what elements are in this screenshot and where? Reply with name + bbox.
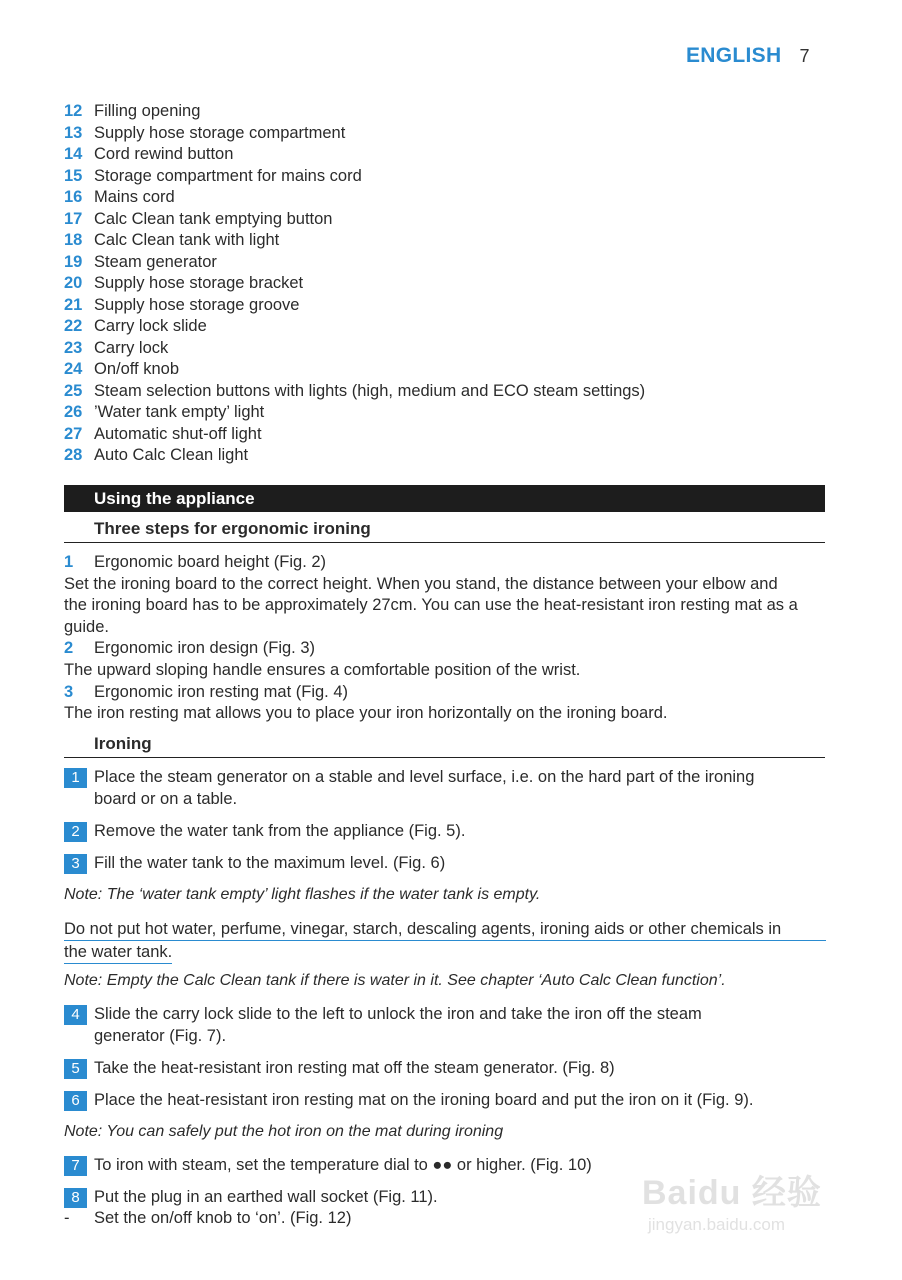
ironing-step xyxy=(64,1004,829,1047)
step-number-box: 4 xyxy=(64,1005,87,1025)
ergo-body-line: Set the ironing board to the correct height. When you stand, the distance between your elbow and xyxy=(64,574,778,593)
ergo-body-line: the ironing board has to be approximately 27cm. You can use the heat-resistant iron resting mat as a xyxy=(64,596,798,615)
ironing-step xyxy=(64,821,829,843)
part-item xyxy=(64,273,645,295)
part-label: Calc Clean tank with light xyxy=(94,231,280,249)
part-item xyxy=(64,316,645,338)
dash-bullet: - xyxy=(64,1209,70,1227)
part-item xyxy=(64,101,645,123)
part-item xyxy=(64,187,645,209)
part-item xyxy=(64,381,645,403)
part-item xyxy=(64,295,645,317)
note: Note: Empty the Calc Clean tank if there is water in it. See chapter ‘Auto Calc Clean function’. xyxy=(64,972,726,989)
part-number: 26 xyxy=(64,403,83,421)
part-item xyxy=(64,144,645,166)
note: Note: You can safely put the hot iron on the mat during ironing xyxy=(64,1123,504,1140)
part-number: 20 xyxy=(64,274,83,292)
part-label: Filling opening xyxy=(94,102,201,120)
watermark-url: jingyan.baidu.com xyxy=(648,1215,786,1234)
part-label: Carry lock xyxy=(94,338,169,357)
ergonomic-steps xyxy=(64,552,829,725)
part-number: 24 xyxy=(64,360,83,378)
warning xyxy=(64,918,826,964)
part-label: Auto Calc Clean light xyxy=(94,446,249,464)
section-title: Using the appliance xyxy=(64,485,825,512)
part-number: 12 xyxy=(64,102,83,120)
part-number: 13 xyxy=(64,123,83,142)
part-number: 17 xyxy=(64,209,83,228)
ironing-step xyxy=(64,853,829,875)
page-number: 7 xyxy=(799,46,810,66)
ergo-step-title: Ergonomic iron design (Fig. 3) xyxy=(94,639,316,658)
part-number: 16 xyxy=(64,188,83,206)
part-label: Steam generator xyxy=(94,252,217,271)
step-number-box: 1 xyxy=(64,768,87,788)
part-label: Calc Clean tank emptying button xyxy=(94,209,333,228)
part-item xyxy=(64,338,645,360)
ergo-step-title: Ergonomic iron resting mat (Fig. 4) xyxy=(94,682,349,701)
part-number: 21 xyxy=(64,295,83,314)
ergo-body-line: The upward sloping handle ensures a comfortable position of the wrist. xyxy=(64,660,581,679)
watermark-brand: Baidu 经验 xyxy=(642,1174,822,1212)
warning-line: the water tank. xyxy=(64,941,172,964)
part-item xyxy=(64,445,645,467)
part-item xyxy=(64,424,645,446)
part-item xyxy=(64,359,645,381)
part-item xyxy=(64,123,645,145)
warning-line: Do not put hot water, perfume, vinegar, starch, descaling agents, ironing aids or other chemicals in xyxy=(64,918,826,941)
parts-list xyxy=(64,101,645,467)
language-label: ENGLISH xyxy=(686,44,782,67)
part-label: ’Water tank empty’ light xyxy=(94,403,265,421)
ergo-step-number: 1 xyxy=(64,553,74,571)
running-header xyxy=(686,44,809,68)
part-label: On/off knob xyxy=(94,360,180,378)
part-item xyxy=(64,402,645,424)
part-number: 22 xyxy=(64,317,83,335)
part-label: Automatic shut-off light xyxy=(94,424,262,443)
ergo-body-line: guide. xyxy=(64,617,109,636)
step-text: board or on a table. xyxy=(94,789,238,808)
watermark xyxy=(642,1145,852,1245)
part-number: 15 xyxy=(64,166,83,185)
step-text: Place the steam generator on a stable and level surface, i.e. on the hard part of the ironing xyxy=(94,768,755,786)
part-label: Mains cord xyxy=(94,188,175,206)
part-number: 28 xyxy=(64,446,83,464)
sub-step-text: Set the on/off knob to ‘on’. (Fig. 12) xyxy=(94,1209,352,1227)
ironing-step xyxy=(64,1090,829,1112)
step-text: Slide the carry lock slide to the left to unlock the iron and take the iron off the steam xyxy=(94,1005,702,1023)
part-label: Steam selection buttons with lights (high, medium and ECO steam settings) xyxy=(94,381,646,400)
part-label: Carry lock slide xyxy=(94,317,207,335)
part-item xyxy=(64,209,645,231)
ergonomic-heading: Three steps for ergonomic ironing xyxy=(64,519,825,543)
step-text: generator (Fig. 7). xyxy=(94,1026,227,1045)
step-text: To iron with steam, set the temperature dial to ●● or higher. (Fig. 10) xyxy=(94,1156,592,1174)
part-item xyxy=(64,252,645,274)
ironing-step xyxy=(64,767,829,810)
step-text: Fill the water tank to the maximum level. (Fig. 6) xyxy=(94,854,446,872)
ergo-body-line: The iron resting mat allows you to place your iron horizontally on the ironing board. xyxy=(64,704,668,723)
step-number-box: 3 xyxy=(64,854,87,874)
part-number: 27 xyxy=(64,424,83,443)
part-number: 25 xyxy=(64,381,83,400)
ironing-step xyxy=(64,1058,829,1080)
part-number: 18 xyxy=(64,231,83,249)
part-item xyxy=(64,166,645,188)
part-label: Supply hose storage bracket xyxy=(94,274,304,292)
step-number-box: 6 xyxy=(64,1091,87,1111)
step-text: Remove the water tank from the appliance (Fig. 5). xyxy=(94,822,466,840)
part-label: Cord rewind button xyxy=(94,145,234,163)
part-number: 14 xyxy=(64,145,83,163)
note: Note: The ‘water tank empty’ light flashes if the water tank is empty. xyxy=(64,886,541,903)
sub-step xyxy=(64,1209,351,1228)
part-item xyxy=(64,230,645,252)
ironing-heading: Ironing xyxy=(64,734,825,758)
step-number-box: 8 xyxy=(64,1188,87,1208)
step-number-box: 2 xyxy=(64,822,87,842)
part-number: 19 xyxy=(64,252,83,271)
part-label: Supply hose storage compartment xyxy=(94,123,346,142)
part-label: Storage compartment for mains cord xyxy=(94,166,362,185)
ergo-step-title: Ergonomic board height (Fig. 2) xyxy=(94,553,327,571)
ergo-step-number: 3 xyxy=(64,682,74,701)
step-number-box: 7 xyxy=(64,1156,87,1176)
step-text: Take the heat-resistant iron resting mat off the steam generator. (Fig. 8) xyxy=(94,1059,615,1077)
step-number-box: 5 xyxy=(64,1059,87,1079)
step-text: Put the plug in an earthed wall socket (Fig. 11). xyxy=(94,1188,438,1206)
ergo-step-number: 2 xyxy=(64,639,74,658)
part-number: 23 xyxy=(64,338,83,357)
step-text: Place the heat-resistant iron resting mat on the ironing board and put the iron on it (Fig. 9). xyxy=(94,1091,754,1109)
part-label: Supply hose storage groove xyxy=(94,295,300,314)
